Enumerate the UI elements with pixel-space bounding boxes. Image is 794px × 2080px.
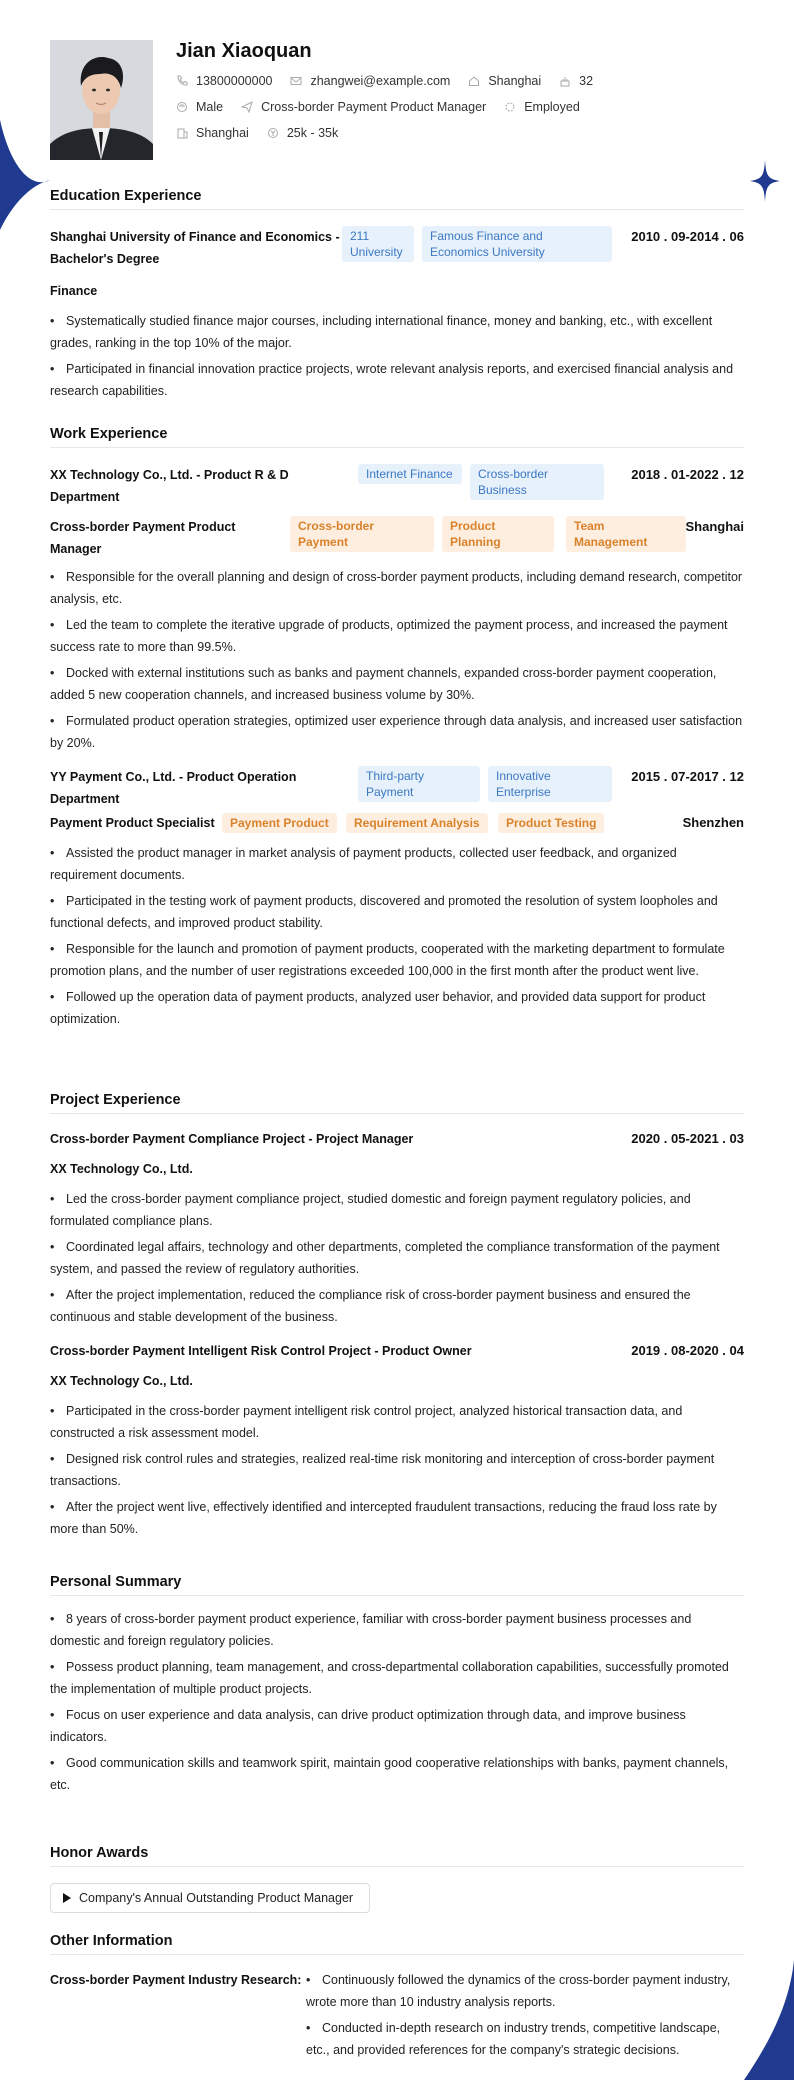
other-section (50, 1933, 744, 2061)
company-tag: Third-party Payment (358, 766, 480, 802)
job-2-role-row (50, 812, 744, 834)
email-item (290, 74, 450, 88)
school-name: Shanghai University of Finance and Economics - Bachelor's Degree (50, 230, 340, 266)
list-item: • Formulated product operation strategies, optimized user experience through data analysis, and increased user satisfaction by 20%. (50, 710, 744, 754)
other-info-bullets (306, 1969, 746, 2061)
list-item: • Followed up the operation data of payment products, analyzed user behavior, and provided data support for product optimization. (50, 986, 744, 1030)
other-title: Other Information (50, 1933, 744, 1955)
award-item (50, 1883, 370, 1913)
project-2-bullets (50, 1400, 744, 1540)
salary-item (267, 126, 338, 140)
company-tag: Internet Finance (358, 464, 462, 484)
project-date: 2020 . 05-2021 . 03 (631, 1131, 744, 1146)
list-item: • After the project went live, effectively identified and intercepted fraudulent transactions, reducing the fraud loss rate by more than 50%. (50, 1496, 744, 1540)
status-line (176, 100, 598, 114)
work-section (50, 426, 744, 1030)
send-icon (241, 101, 253, 113)
school-tag: Famous Finance and Economics University (422, 226, 612, 262)
list-item: • Participated in financial innovation practice projects, wrote relevant analysis reports, and exercised financial analysis and research capabilities. (50, 358, 744, 402)
other-info-row (50, 1969, 744, 2061)
age-text: 32 (579, 74, 594, 88)
other-info-label: Cross-border Payment Industry Research: (50, 1973, 302, 1987)
employment-status-item (504, 100, 580, 114)
list-item: • Conducted in-depth research on industry trends, competitive landscape, etc., and provided references for the company's strategic decisions. (306, 2017, 746, 2061)
salary-text: 25k - 35k (286, 126, 339, 140)
mail-icon (290, 75, 302, 87)
list-item: • Assisted the product manager in market analysis of payment products, collected user feedback, and organized requirement documents. (50, 842, 744, 886)
status-icon (504, 101, 516, 113)
list-item: • Led the cross-border payment compliance project, studied domestic and foreign payment regulatory policies, and formulated compliance plans. (50, 1188, 744, 1232)
honors-section (50, 1845, 744, 1905)
education-date: 2010 . 09-2014 . 06 (631, 229, 744, 244)
project-name: Cross-border Payment Compliance Project - Project Manager (50, 1132, 414, 1146)
bottom-wave-decoration (744, 1960, 794, 2080)
projects-title: Project Experience (50, 1092, 744, 1114)
gender-text: Male (196, 100, 224, 114)
location-text: Shanghai (488, 74, 542, 88)
list-item: • Coordinated legal affairs, technology and other departments, completed the compliance transformation of the payment system, and passed the review of regulatory authorities. (50, 1236, 744, 1280)
building-icon (176, 127, 188, 139)
profile-photo (50, 40, 153, 160)
project-2-header-row (50, 1340, 744, 1362)
phone-icon (176, 75, 188, 87)
expected-city-item (176, 126, 249, 140)
coin-icon (267, 127, 279, 139)
position-item (241, 100, 486, 114)
project-company: XX Technology Co., Ltd. (50, 1162, 193, 1176)
list-item: • Participated in the cross-border payment intelligent risk control project, analyzed historical transaction data, and constructed a risk assessment model. (50, 1400, 744, 1444)
education-header-row (50, 226, 744, 270)
work-title: Work Experience (50, 426, 744, 448)
job-date: 2018 . 01-2022 . 12 (631, 467, 744, 482)
project-date: 2019 . 08-2020 . 04 (631, 1343, 744, 1358)
list-item: • 8 years of cross-border payment product experience, familiar with cross-border payment business processes and domestic and foreign regulatory policies. (50, 1608, 744, 1652)
award-text: Company's Annual Outstanding Product Manager (79, 1891, 354, 1905)
job-city: Shenzhen (682, 815, 744, 830)
summary-section (50, 1574, 744, 1796)
job-1-role-row (50, 516, 744, 560)
expected-city-text: Shanghai (196, 126, 249, 140)
contact-line (176, 74, 611, 88)
role-tag: Product Testing (498, 813, 604, 833)
list-item: • Possess product planning, team management, and cross-departmental collaboration capabilities, successfully promoted the implementation of multiple product projects. (50, 1656, 744, 1700)
company-name: XX Technology Co., Ltd. - Product R & D Department (50, 468, 289, 504)
company-name: YY Payment Co., Ltd. - Product Operation Department (50, 770, 297, 806)
job-date: 2015 . 07-2017 . 12 (631, 769, 744, 784)
list-item: • Continuously followed the dynamics of the cross-border payment industry, wrote more than 10 industry analysis reports. (306, 1969, 746, 2013)
phone-text: 13800000000 (196, 74, 273, 88)
job-city: Shanghai (685, 519, 744, 534)
summary-bullets (50, 1608, 744, 1796)
education-section (50, 188, 744, 402)
phone-item (176, 74, 272, 88)
job-2-bullets (50, 842, 744, 1030)
list-item: • Led the team to complete the iterative upgrade of products, optimized the payment process, and increased the payment success rate to more than 99.5%. (50, 614, 744, 658)
company-tag: Innovative Enterprise (488, 766, 612, 802)
projects-section (50, 1092, 744, 1540)
location-item (468, 74, 541, 88)
list-item: • Designed risk control rules and strategies, realized real-time risk monitoring and interception of cross-border payment transactions. (50, 1448, 744, 1492)
job-2-header-row (50, 766, 744, 810)
gender-icon (176, 101, 188, 113)
list-item: • After the project implementation, reduced the compliance risk of cross-border payment business and ensured the continuous and stable development of the business. (50, 1284, 744, 1328)
role-tag: Team Management (566, 516, 686, 552)
expectation-line (176, 126, 356, 140)
list-item: • Responsible for the overall planning and design of cross-border payment products, including demand research, competitor analysis, etc. (50, 566, 744, 610)
role-tag: Product Planning (442, 516, 554, 552)
list-item: • Focus on user experience and data analysis, can drive product optimization through data, and improve business indicators. (50, 1704, 744, 1748)
list-item: • Responsible for the launch and promotion of payment products, cooperated with the marketing department to formulate promotion plans, and the number of user registrations exceeded 100,000 in the first month after the product went live. (50, 938, 744, 982)
profile-header (50, 40, 744, 160)
project-company: XX Technology Co., Ltd. (50, 1374, 193, 1388)
list-item: • Docked with external institutions such as banks and payment channels, expanded cross-border payment cooperation, added 5 new cooperation channels, and increased business volume by 30%. (50, 662, 744, 706)
candidate-name: Jian Xiaoquan (176, 40, 312, 62)
position-text: Cross-border Payment Product Manager (261, 100, 487, 114)
education-title: Education Experience (50, 188, 744, 210)
star-decoration-icon (750, 160, 780, 202)
summary-title: Personal Summary (50, 1574, 744, 1596)
education-bullets (50, 310, 744, 402)
project-name: Cross-border Payment Intelligent Risk Control Project - Product Owner (50, 1344, 472, 1358)
project-1-bullets (50, 1188, 744, 1328)
honors-title: Honor Awards (50, 1845, 744, 1867)
age-item (559, 74, 593, 88)
left-wave-decoration (0, 120, 50, 230)
role-name: Cross-border Payment Product Manager (50, 520, 236, 556)
role-name: Payment Product Specialist (50, 816, 215, 830)
school-tag: 211 University (342, 226, 414, 262)
email-text: zhangwei@example.com (310, 74, 451, 88)
project-1-header-row (50, 1128, 744, 1150)
list-item: • Participated in the testing work of payment products, discovered and promoted the resolution of system loopholes and functional defects, and improved product stability. (50, 890, 744, 934)
job-1-bullets (50, 566, 744, 754)
employment-status-text: Employed (524, 100, 580, 114)
role-tag: Cross-border Payment (290, 516, 434, 552)
role-tag: Requirement Analysis (346, 813, 488, 833)
list-item: • Good communication skills and teamwork spirit, maintain good cooperative relationships with banks, payment channels, etc. (50, 1752, 744, 1796)
triangle-icon (63, 1893, 71, 1903)
job-1-header-row (50, 464, 744, 508)
role-tag: Payment Product (222, 813, 337, 833)
list-item: • Systematically studied finance major courses, including international finance, money and banking, etc., with excellent grades, ranking in the top 10% of the major. (50, 310, 744, 354)
cake-icon (559, 75, 571, 87)
home-icon (468, 75, 480, 87)
company-tag: Cross-border Business (470, 464, 604, 500)
major-name: Finance (50, 284, 98, 298)
gender-item (176, 100, 223, 114)
